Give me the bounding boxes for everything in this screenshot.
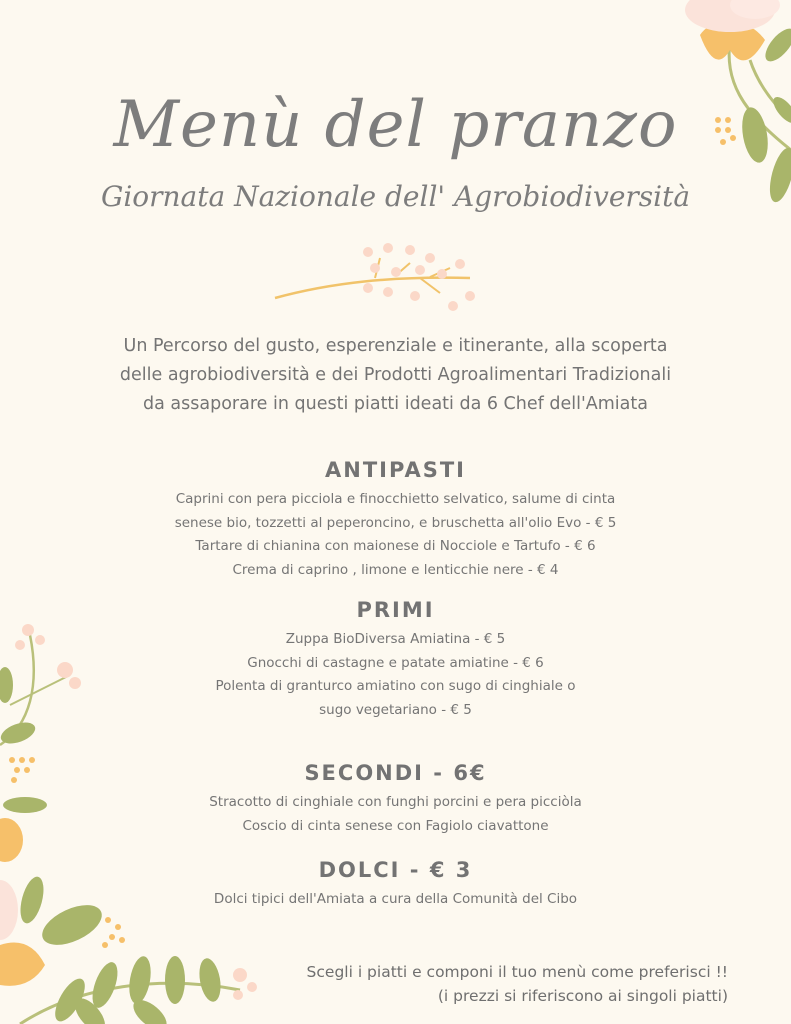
dish-item: Crema di caprino , limone e lenticchie nere - € 4 [232,561,559,578]
intro-line: delle agrobiodiversità e dei Prodotti Agroalimentari Tradizionali [119,365,672,385]
menu-subtitle: Giornata Nazionale dell' Agrobiodiversità [100,180,691,213]
sprig-divider-icon [270,238,485,313]
section-dolci [0,858,791,912]
section-primi [0,598,791,722]
dish-item: sugo vegetariano - € 5 [319,701,472,718]
section-title: ANTIPASTI [325,458,466,482]
section-secondi [0,761,791,838]
dish-item: Dolci tipici dell'Amiata a cura della Comunità del Cibo [213,891,578,907]
section-title: PRIMI [356,598,435,622]
dish-item: Zuppa BioDiversa Amiatina - € 5 [285,631,506,647]
footer-note [307,960,728,1008]
dish-item: Caprini con pera picciola e finocchietto selvatico, salume di cinta [175,491,616,507]
dish-item: Gnocchi di castagne e patate amiatine - € 6 [247,654,544,671]
intro-line: da assaporare in questi piatti ideati da 6 Chef dell'Amiata [143,394,648,414]
intro-text [60,332,731,419]
dish-item: senese bio, tozzetti al peperoncino, e bruschetta all'olio Evo - € 5 [174,514,617,531]
section-title: SECONDI - 6€ [304,761,487,785]
footer-line: (i prezzi si riferiscono ai singoli piatti) [437,987,728,1005]
intro-line: Un Percorso del gusto, esperenziale e itinerante, alla scoperta [123,336,668,356]
dish-item: Coscio di cinta senese con Fagiolo ciavattone [242,817,549,834]
dish-item: Stracotto di cinghiale con funghi porcini e pera picciòla [209,794,582,810]
section-antipasti [0,458,791,582]
section-title: DOLCI - € 3 [318,858,473,882]
footer-line: Scegli i piatti e componi il tuo menù come preferisci !! [306,963,728,981]
menu-title: Menù del pranzo [113,88,678,162]
dish-item: Polenta di granturco amiatino con sugo di cinghiale o [215,678,576,694]
dish-item: Tartare di chianina con maionese di Nocciole e Tartufo - € 6 [195,538,596,554]
